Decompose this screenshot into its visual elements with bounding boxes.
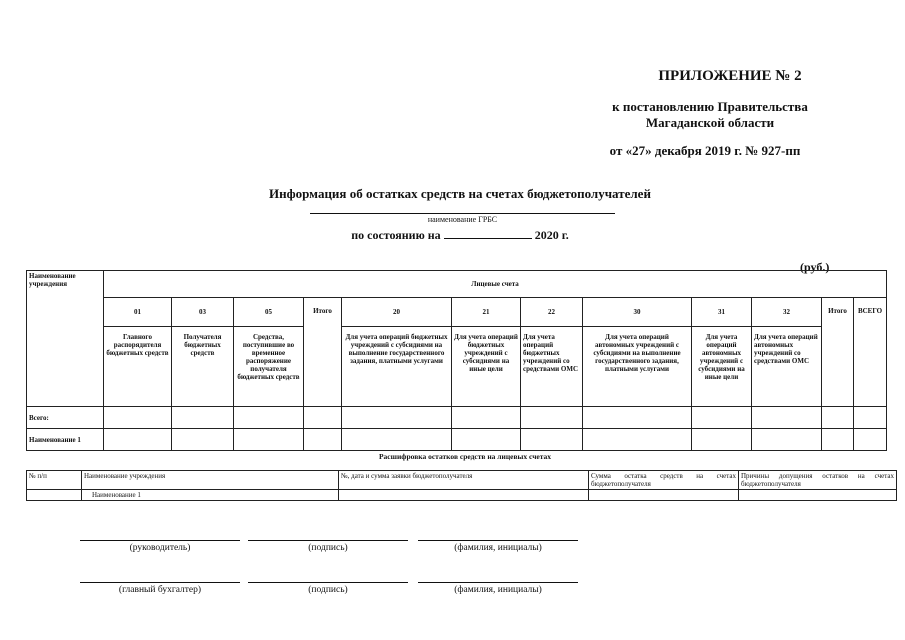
head-sign-caption: (подпись) [308,543,348,553]
account-desc-30: Для учета операций автономных учреждений с субсидиями на выполнение государственного задания, платными услугами [583,327,692,407]
total-cell [521,407,583,429]
total-row-label: Всего: [27,407,104,429]
institution-cell [172,429,234,451]
institution-cell [583,429,692,451]
accountant-name-line [418,582,578,583]
account-grand-total: ВСЕГО [854,298,887,407]
head-name-line [418,540,578,541]
institution-cell [822,429,854,451]
total-cell [172,407,234,429]
breakdown-cell [589,490,739,501]
appendix-decree-line: к постановлению Правительства [612,99,808,114]
breakdown-cell [739,490,897,501]
total-cell [342,407,452,429]
total-cell [854,407,887,429]
account-code-21: 21 [452,298,521,327]
account-code-22: 22 [521,298,583,327]
account-desc-22: Для учета операций бюджетных учреждений со средствами ОМС [521,327,583,407]
breakdown-cell [27,490,82,501]
currency-label: (руб.) [800,260,830,274]
account-subtotal-2: Итого [822,298,854,407]
account-desc-31: Для учета операций автономных учреждений с субсидиями на иные цели [692,327,752,407]
account-code-05: 05 [234,298,304,327]
state-date-blank [444,228,532,239]
total-row [27,407,887,429]
head-sign-line [248,540,408,541]
institution-row-label: Наименование 1 [27,429,104,451]
state-prefix: по состоянию на [351,228,441,242]
grbs-caption: наименование ГРБС [427,215,498,224]
breakdown-title: Расшифровка остатков средств на лицевых счетах [378,452,552,461]
account-code-32: 32 [752,298,822,327]
accountant-name-caption: (фамилия, инициалы) [454,585,542,595]
breakdown-header-reasons: Причины допущения остатков на счетах бюджетополучателя [739,471,897,490]
institution-cell [752,429,822,451]
institution-cell [692,429,752,451]
head-signature-line [80,540,240,541]
total-cell [452,407,521,429]
appendix-title: ПРИЛОЖЕНИЕ № 2 [658,68,802,84]
appendix-date-line: от «27» декабря 2019 г. № 927-пп [609,143,801,158]
account-desc-20: Для учета операций бюджетных учреждений с субсидиями на выполнение государственного задания, платными услугами [342,327,452,407]
account-code-30: 30 [583,298,692,327]
account-desc-03: Получателя бюджетных средств [172,327,234,407]
breakdown-header-number: № п/п [27,471,82,490]
account-code-31: 31 [692,298,752,327]
total-cell [822,407,854,429]
institution-cell [304,429,342,451]
account-desc-01: Главного распорядителя бюджетных средств [104,327,172,407]
institution-cell [854,429,887,451]
account-code-03: 03 [172,298,234,327]
head-role-caption: (руководитель) [129,543,191,553]
accounts-header: Лицевые счета [104,271,887,298]
breakdown-header-institution: Наименование учреждения [82,471,339,490]
accountant-sign-caption: (подпись) [308,585,348,595]
account-desc-05: Средства, поступившие во временное распоряжение получателя бюджетных средств [234,327,304,407]
total-cell [304,407,342,429]
total-cell [692,407,752,429]
accountant-sign-line [248,582,408,583]
institution-cell [521,429,583,451]
account-desc-32: Для учета операций автономных учреждений со средствами ОМС [752,327,822,407]
document-title: Информация об остатках средств на счетах бюджетополучателей [269,186,651,201]
total-cell [104,407,172,429]
breakdown-row [27,490,897,501]
accountant-signature-line [80,582,240,583]
breakdown-row-name: Наименование 1 [82,490,339,501]
institution-cell [104,429,172,451]
breakdown-header-request: №, дата и сумма заявки бюджетополучателя [339,471,589,490]
accounts-table [26,270,887,451]
state-date-line [320,228,600,243]
breakdown-table [26,470,897,501]
breakdown-header-balance: Сумма остатка средств на счетах бюджетополучателя [589,471,739,490]
institution-cell [234,429,304,451]
account-code-20: 20 [342,298,452,327]
institution-row [27,429,887,451]
total-cell [583,407,692,429]
total-cell [234,407,304,429]
account-desc-21: Для учета операций бюджетных учреждений с субсидиями на иные цели [452,327,521,407]
institution-cell [452,429,521,451]
institution-cell [342,429,452,451]
total-cell [752,407,822,429]
account-code-01: 01 [104,298,172,327]
account-subtotal-1: Итого [304,298,342,407]
appendix-region-line: Магаданской области [645,115,775,130]
grbs-fill-line [310,213,615,214]
institution-header: Наименование учреждения [27,271,104,407]
breakdown-cell [339,490,589,501]
accountant-role-caption: (главный бухгалтер) [118,585,202,595]
state-suffix: 2020 г. [534,228,569,242]
head-name-caption: (фамилия, инициалы) [454,543,542,553]
